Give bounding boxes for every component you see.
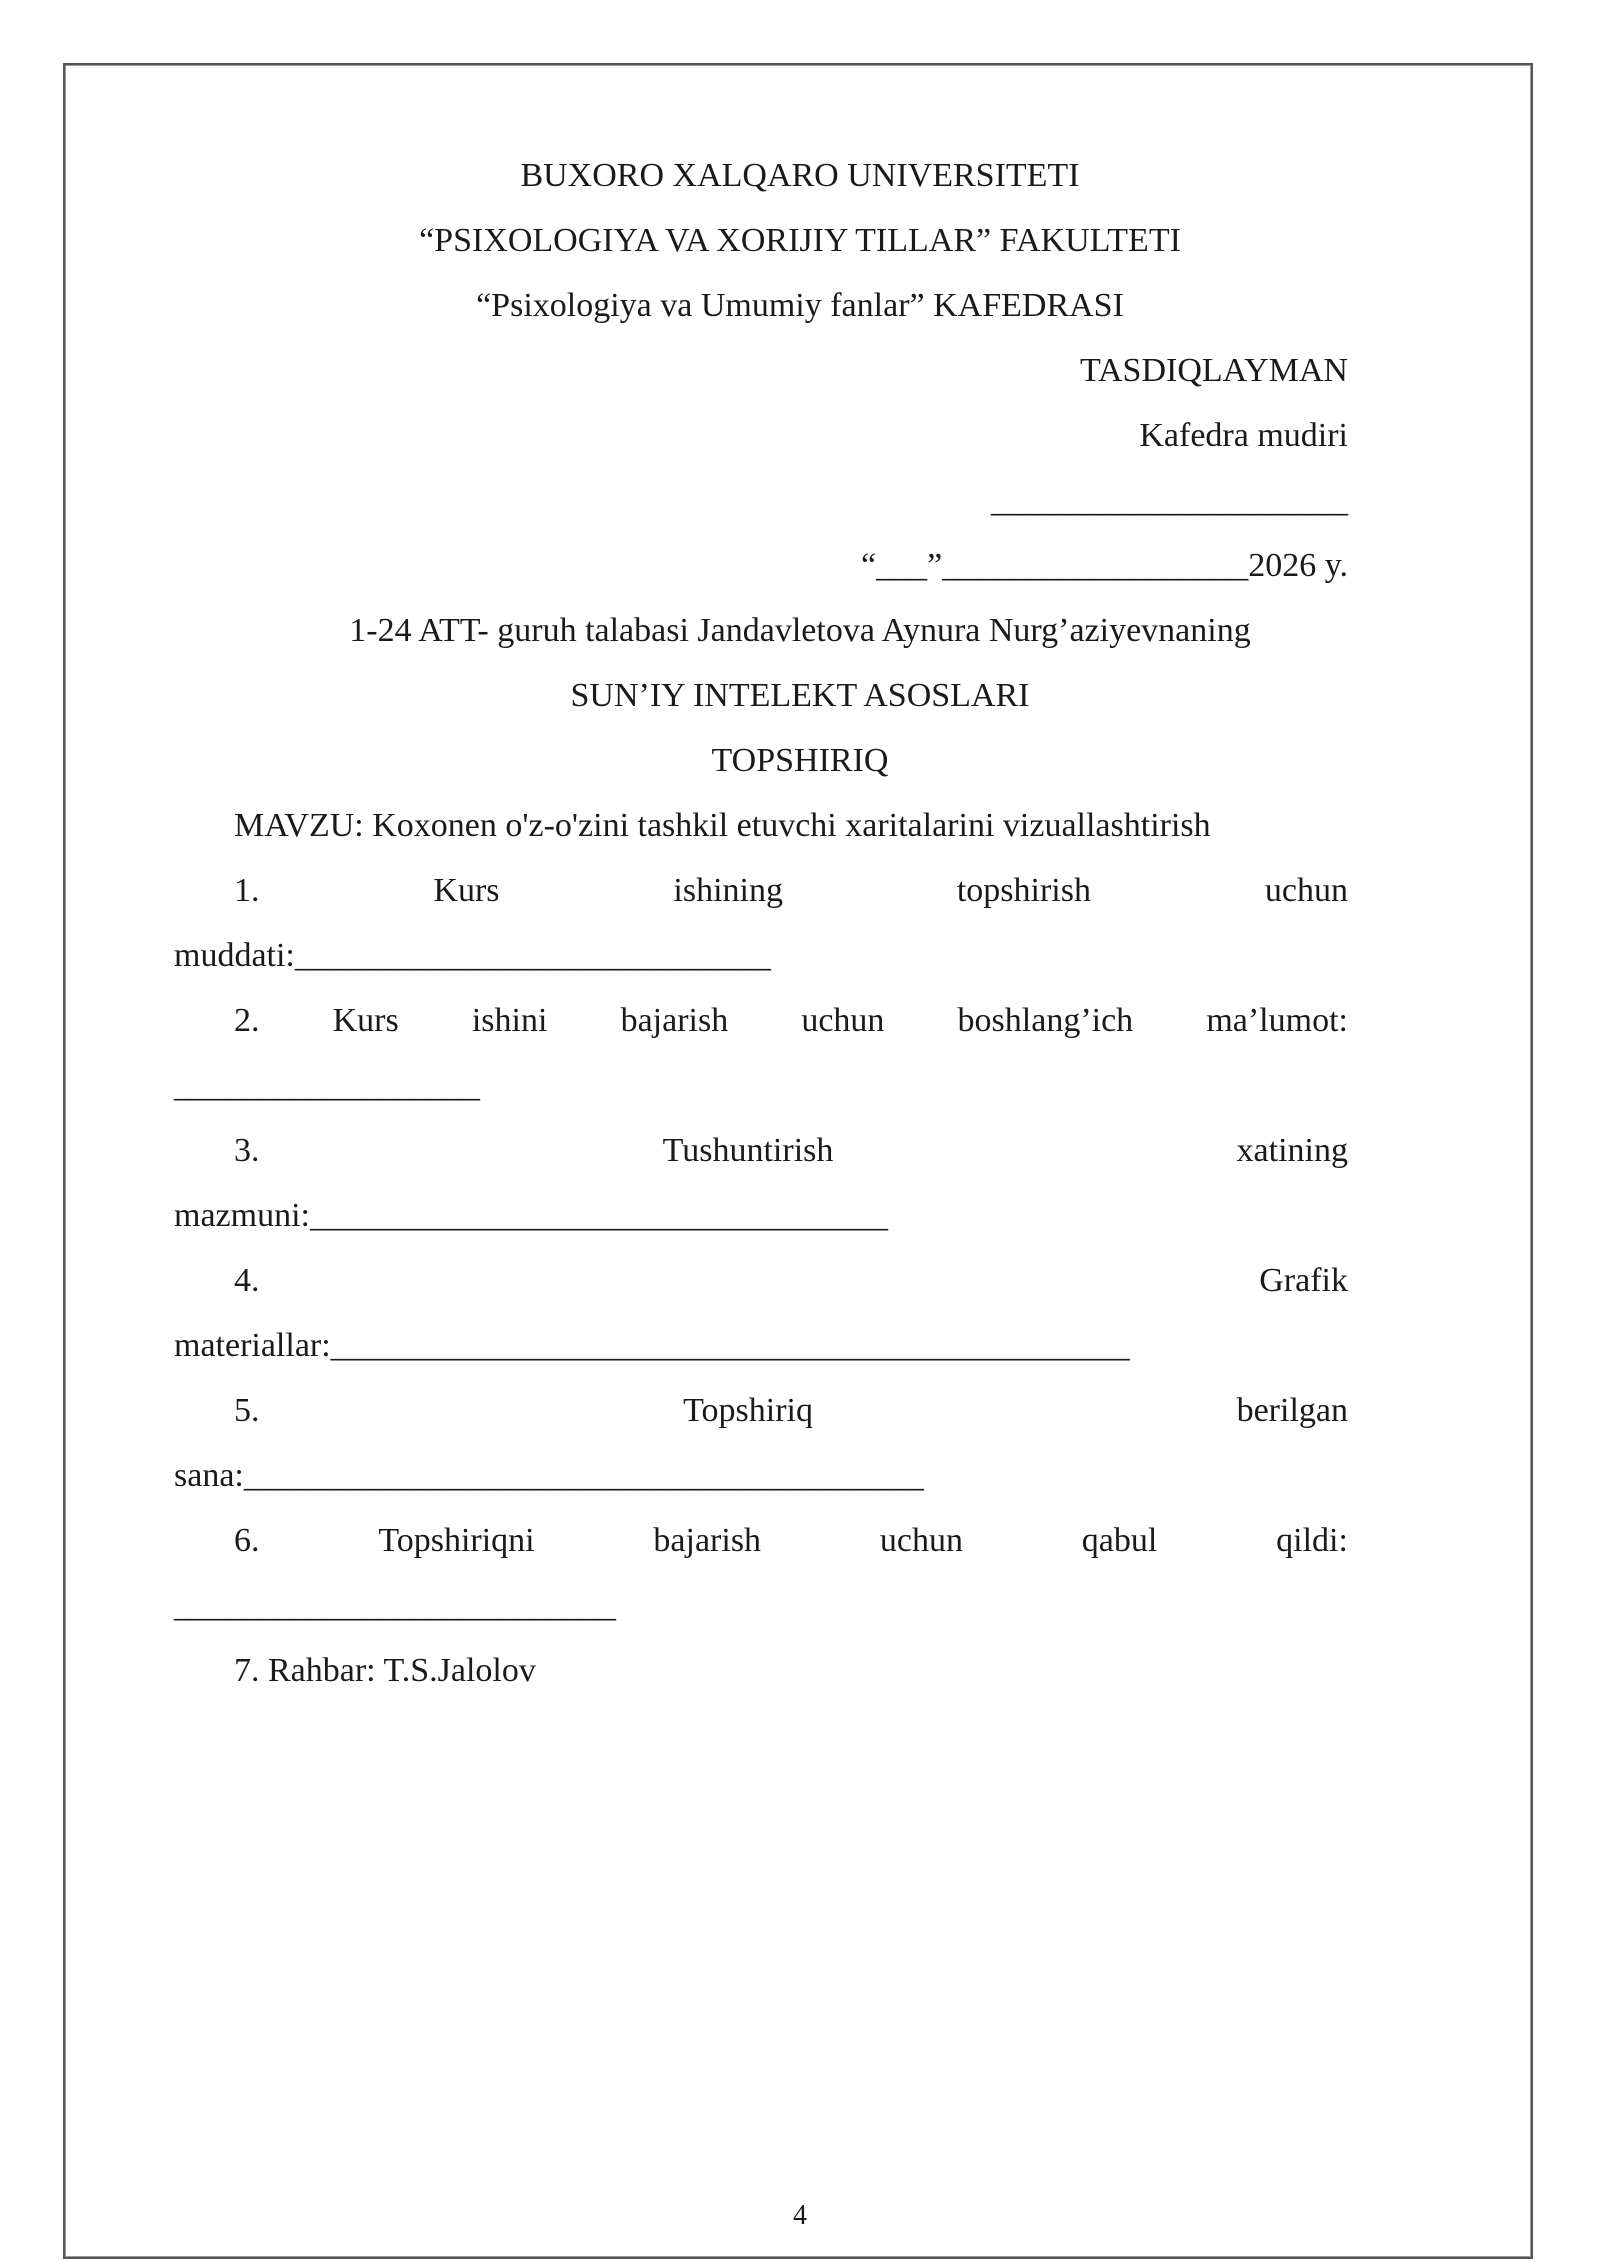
approval-title: TASDIQLAYMAN: [1079, 352, 1348, 389]
item-6-line: [234, 1521, 1348, 1561]
item-3-continuation: mazmuni:__________________________________: [174, 1197, 888, 1234]
item-1-line: [234, 871, 1348, 911]
item-word: xatining: [1236, 1132, 1348, 1169]
item-word: Topshiriqni: [378, 1522, 535, 1559]
item-word: berilgan: [1236, 1392, 1348, 1429]
student-line: 1-24 ATT- guruh talabasi Jandavletova Aynura Nurg’aziyevnaning: [349, 612, 1251, 649]
page-number: 4: [793, 2200, 807, 2231]
university-name: BUXORO XALQARO UNIVERSITETI: [520, 157, 1080, 194]
item-word: Topshiriq: [683, 1392, 813, 1429]
item-5-line: [234, 1391, 1348, 1431]
item-word: bajarish: [620, 1002, 729, 1039]
item-word: 1.: [234, 872, 260, 909]
item-word: uchun: [801, 1002, 885, 1039]
item-word: Tushuntirish: [662, 1132, 834, 1169]
item-4-continuation: materiallar:_______________________________________________: [174, 1327, 1130, 1364]
faculty-name: “PSIXOLOGIYA VA XORIJIY TILLAR” FAKULTETI: [419, 222, 1181, 259]
subject-title: SUN’IY INTELEKT ASOSLARI: [570, 677, 1030, 714]
item-word: bajarish: [653, 1522, 762, 1559]
item-word: 6.: [234, 1522, 260, 1559]
item-word: boshlang’ich: [957, 1002, 1134, 1039]
item-word: ishining: [673, 872, 783, 909]
date-line: “___”__________________2026 y.: [861, 547, 1348, 584]
item-2-line: [234, 1001, 1348, 1041]
supervisor-line: 7. Rahbar: T.S.Jalolov: [234, 1652, 536, 1689]
item-word: 5.: [234, 1392, 260, 1429]
item-word: uchun: [879, 1522, 963, 1559]
document-title: TOPSHIRIQ: [711, 742, 889, 779]
item-word: topshirish: [956, 872, 1091, 909]
item-word: Kurs: [433, 872, 500, 909]
item-word: uchun: [1264, 872, 1348, 909]
topic-line: MAVZU: Koxonen o'z-o'zini tashkil etuvchi xaritalarini vizuallashtirish: [234, 807, 1211, 844]
item-3-line: [234, 1131, 1348, 1171]
signature-line: _____________________: [991, 482, 1348, 519]
item-word: 3.: [234, 1132, 260, 1169]
department-name: “Psixologiya va Umumiy fanlar” KAFEDRASI: [476, 287, 1124, 324]
item-word: ishini: [471, 1002, 548, 1039]
item-2-continuation: __________________: [174, 1067, 480, 1104]
item-word: 4.: [234, 1262, 260, 1299]
item-1-continuation: muddati:____________________________: [174, 937, 771, 974]
item-6-continuation: __________________________: [174, 1587, 616, 1624]
item-word: qildi:: [1276, 1522, 1348, 1559]
item-word: qabul: [1081, 1522, 1158, 1559]
item-word: ma’lumot:: [1206, 1002, 1348, 1039]
item-5-continuation: sana:________________________________________: [174, 1457, 924, 1494]
item-word: Grafik: [1259, 1262, 1348, 1299]
item-word: Kurs: [332, 1002, 399, 1039]
approval-role: Kafedra mudiri: [1139, 417, 1348, 454]
item-4-line: [234, 1261, 1348, 1301]
item-word: 2.: [234, 1002, 260, 1039]
